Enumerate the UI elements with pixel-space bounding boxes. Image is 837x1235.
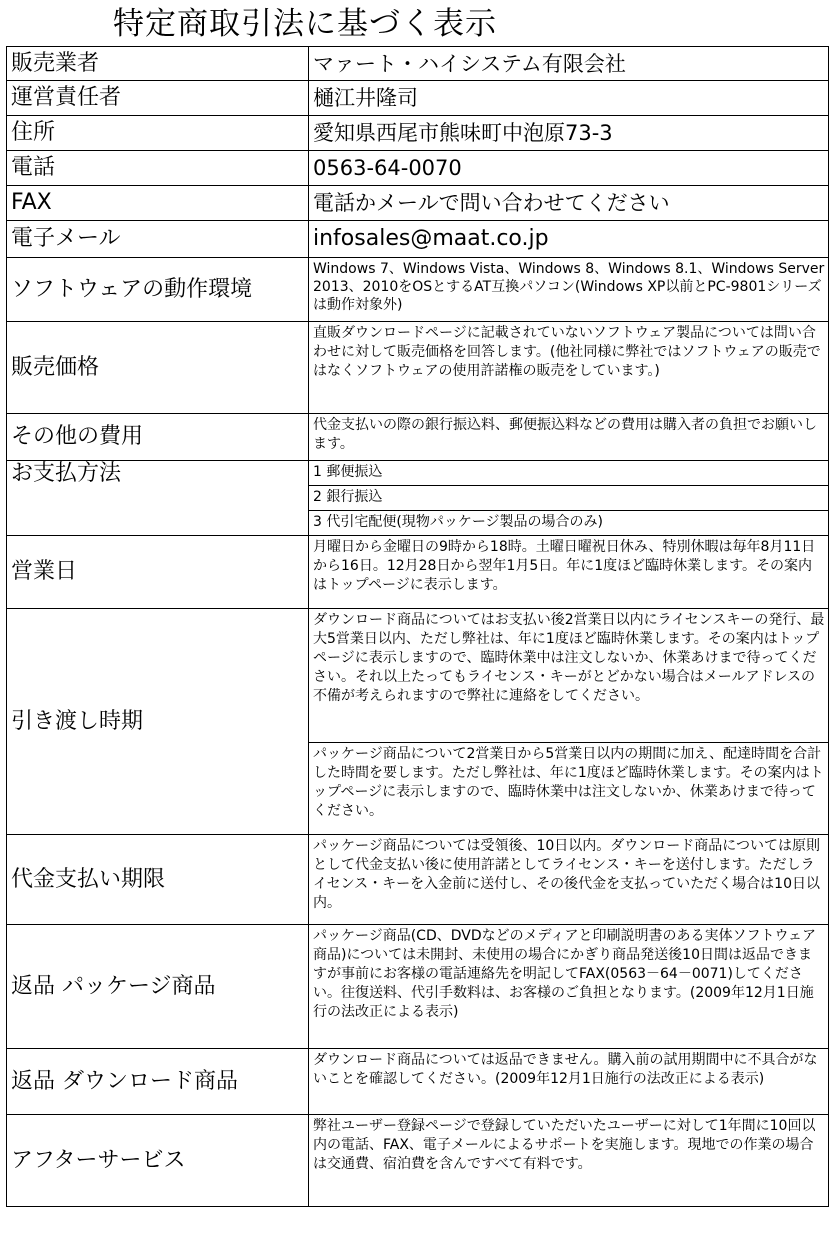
row-value: ダウンロード商品については返品できません。購入前の試用期間中に不具合がないことを確認してください。(2009年12月1日施行の法改正による表示) [309, 1049, 829, 1115]
row-label: 返品 パッケージ商品 [7, 925, 309, 1049]
row-label: 運営責任者 [7, 81, 309, 116]
page-title: 特定商取引法に基づく表示 [113, 6, 497, 42]
table-row [7, 536, 829, 609]
row-label: 返品 ダウンロード商品 [7, 1049, 309, 1115]
row-label: ソフトウェアの動作環境 [7, 258, 309, 322]
row-label: 営業日 [7, 536, 309, 609]
row-label: 販売業者 [7, 47, 309, 81]
row-value: 樋江井隆司 [309, 81, 829, 116]
table-row [7, 414, 829, 461]
table-row [7, 322, 829, 414]
table-row [7, 151, 829, 186]
row-value: 代金支払いの際の銀行振込料、郵便振込料などの費用は購入者の負担でお願いします。 [309, 414, 829, 461]
payment-option: 3 代引宅配便(現物パッケージ製品の場合のみ) [309, 511, 829, 536]
row-value: パッケージ商品については受領後、10日以内。ダウンロード商品については原則として代金支払い後に使用許諾としてライセンス・キーを送付します。ただしライセンス・キーを入金前に送付し、その後代金を支払っていただく場合は10日以内。 [309, 835, 829, 925]
row-label: 電子メール [7, 221, 309, 258]
payment-option: 1 郵便振込 [309, 461, 829, 486]
table-row [7, 925, 829, 1049]
row-label: 電話 [7, 151, 309, 186]
table-row [7, 81, 829, 116]
row-label: その他の費用 [7, 414, 309, 461]
row-value: ダウンロード商品についてはお支払い後2営業日以内にライセンスキーの発行、最大5営業日以内、ただし弊社は、年に1度ほど臨時休業します。その案内はトップページに表示しますので、臨時休業中は注文しないか、休業あけまで待ってください。それ以上たってもライセンス・キーがとどかない場合はメールアドレスの不備が考えられますので弊社に連絡をしてください。 [309, 609, 829, 743]
row-value: 電話かメールで問い合わせてください [309, 186, 829, 221]
table-row [7, 258, 829, 322]
row-label: 住所 [7, 116, 309, 151]
table-row [7, 116, 829, 151]
table-row [7, 461, 829, 486]
row-label: 引き渡し時期 [7, 609, 309, 835]
table-row [7, 186, 829, 221]
payment-option: 2 銀行振込 [309, 486, 829, 511]
table-row [7, 47, 829, 81]
row-label: FAX [7, 186, 309, 221]
table-row [7, 1049, 829, 1115]
table-row [7, 1115, 829, 1207]
row-label: 代金支払い期限 [7, 835, 309, 925]
row-value: 直販ダウンロードページに記載されていないソフトウェア製品については問い合わせに対して販売価格を回答します。(他社同様に弊社ではソフトウェアの販売ではなくソフトウェアの使用許諾権の販売をしています。) [309, 322, 829, 414]
legal-info-table [6, 46, 829, 1207]
row-value: 弊社ユーザー登録ページで登録していただいたユーザーに対して1年間に10回以内の電話、FAX、電子メールによるサポートを実施します。現地での作業の場合は交通費、宿泊費を含んですべて有料です。 [309, 1115, 829, 1207]
row-label: お支払方法 [7, 461, 309, 536]
row-value: パッケージ商品について2営業日から5営業日以内の期間に加え、配達時間を合計した時間を要します。ただし弊社は、年に1度ほど臨時休業します。その案内はトップページに表示しますので、臨時休業中は注文しないか、休業あけまで待ってください。 [309, 743, 829, 835]
table-row [7, 835, 829, 925]
row-value: 月曜日から金曜日の9時から18時。土曜日曜祝日休み、特別休暇は毎年8月11日から16日。12月28日から翌年1月5日。年に1度ほど臨時休業します。その案内はトップページに表示します。 [309, 536, 829, 609]
row-value: Windows 7、Windows Vista、Windows 8、Windows 8.1、Windows Server 2013、2010をOSとするAT互換パソコン(Windows XP以前とPC-9801シリーズは動作対象外) [309, 258, 829, 322]
table-row [7, 221, 829, 258]
row-label: 販売価格 [7, 322, 309, 414]
row-value: マァート・ハイシステム有限会社 [309, 47, 829, 81]
row-value: パッケージ商品(CD、DVDなどのメディアと印刷説明書のある実体ソフトウェア商品)については未開封、未使用の場合にかぎり商品発送後10日間は返品できますが事前にお客様の電話連絡先を明記してFAX(0563－64－0071)してください。往復送料、代引手数料は、お客様のご負担となります。(2009年12月1日施行の法改正による表示) [309, 925, 829, 1049]
row-value: 0563-64-0070 [309, 151, 829, 186]
row-value: 愛知県西尾市熊味町中泡原73-3 [309, 116, 829, 151]
row-label: アフターサービス [7, 1115, 309, 1207]
table-row [7, 609, 829, 743]
email-value[interactable]: infosales@maat.co.jp [309, 221, 829, 258]
